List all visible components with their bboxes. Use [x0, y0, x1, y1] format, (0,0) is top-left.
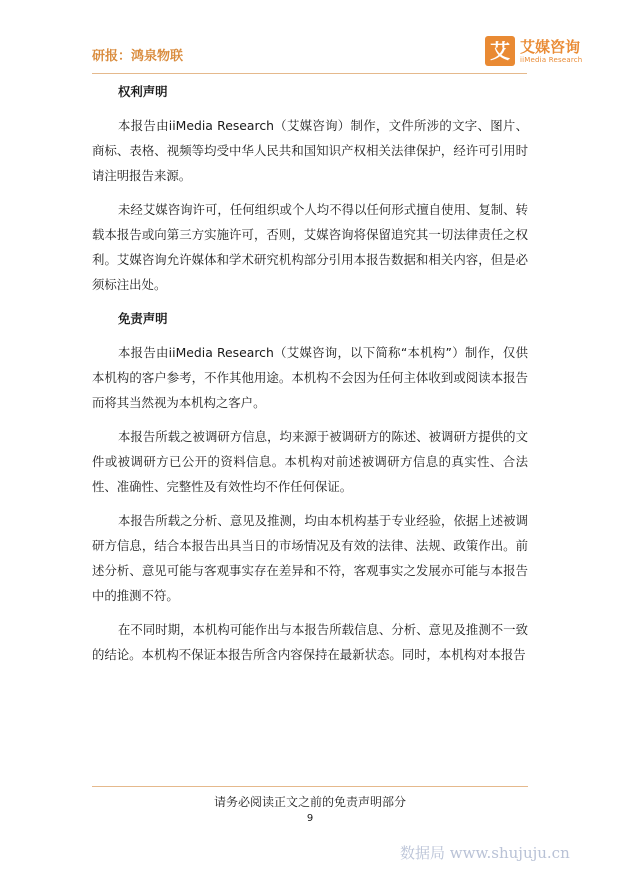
iimedia-logo	[485, 36, 585, 70]
logo-mark-icon: 艾	[485, 36, 515, 66]
paragraph: 在不同时期，本机构可能作出与本报告所载信息、分析、意见及推测不一致的结论。本机构不保证本报告所含内容保持在最新状态。同时，本机构对本报告	[92, 622, 528, 662]
document-body	[92, 79, 528, 676]
header-divider	[92, 73, 527, 74]
section-heading-disclaimer: 免责声明	[118, 311, 168, 326]
paragraph: 本报告所载之分析、意见及推测，均由本机构基于专业经验，依据上述被调研方信息，结合本报告出具当日的市场情况及有效的法律、法规、政策作出。前述分析、意见可能与客观事实存在差异和不符，客观事实之发展亦可能与本报告中的推测不符。	[92, 513, 528, 603]
paragraph: 本报告所载之被调研方信息，均来源于被调研方的陈述、被调研方提供的文件或被调研方已公开的资料信息。本机构对前述被调研方信息的真实性、合法性、准确性、完整性及有效性均不作任何保证。	[92, 429, 528, 494]
page-number: 9	[306, 813, 314, 824]
footer-notice: 请务必阅读正文之前的免责声明部分	[213, 795, 406, 809]
section-heading-rights: 权利声明	[118, 84, 168, 99]
paragraph: 本报告由iiMedia Research（艾媒咨询）制作，文件所涉的文字、图片、商标、表格、视频等均受中华人民共和国知识产权相关法律保护，经许可引用时请注明报告来源。	[92, 118, 528, 183]
footer-divider	[92, 786, 528, 787]
header-title: 研报：鸿泉物联	[92, 49, 184, 64]
logo-name-cn: 艾媒咨询	[520, 38, 581, 56]
paragraph: 本报告由iiMedia Research（艾媒咨询，以下简称“本机构”）制作，仅供本机构的客户参考，不作其他用途。本机构不会因为任何主体收到或阅读本报告而将其当然视为本机构之客户。	[92, 345, 528, 410]
paragraph: 未经艾媒咨询许可，任何组织或个人均不得以任何形式擅自使用、复制、转载本报告或向第三方实施许可，否则，艾媒咨询将保留追究其一切法律责任之权利。艾媒咨询允许媒体和学术研究机构部分引用本报告数据和相关内容，但是必须标注出处。	[92, 202, 528, 292]
watermark: 数据局 www.shujuju.cn	[400, 844, 570, 862]
logo-name-en: iiMedia Research	[520, 56, 583, 64]
